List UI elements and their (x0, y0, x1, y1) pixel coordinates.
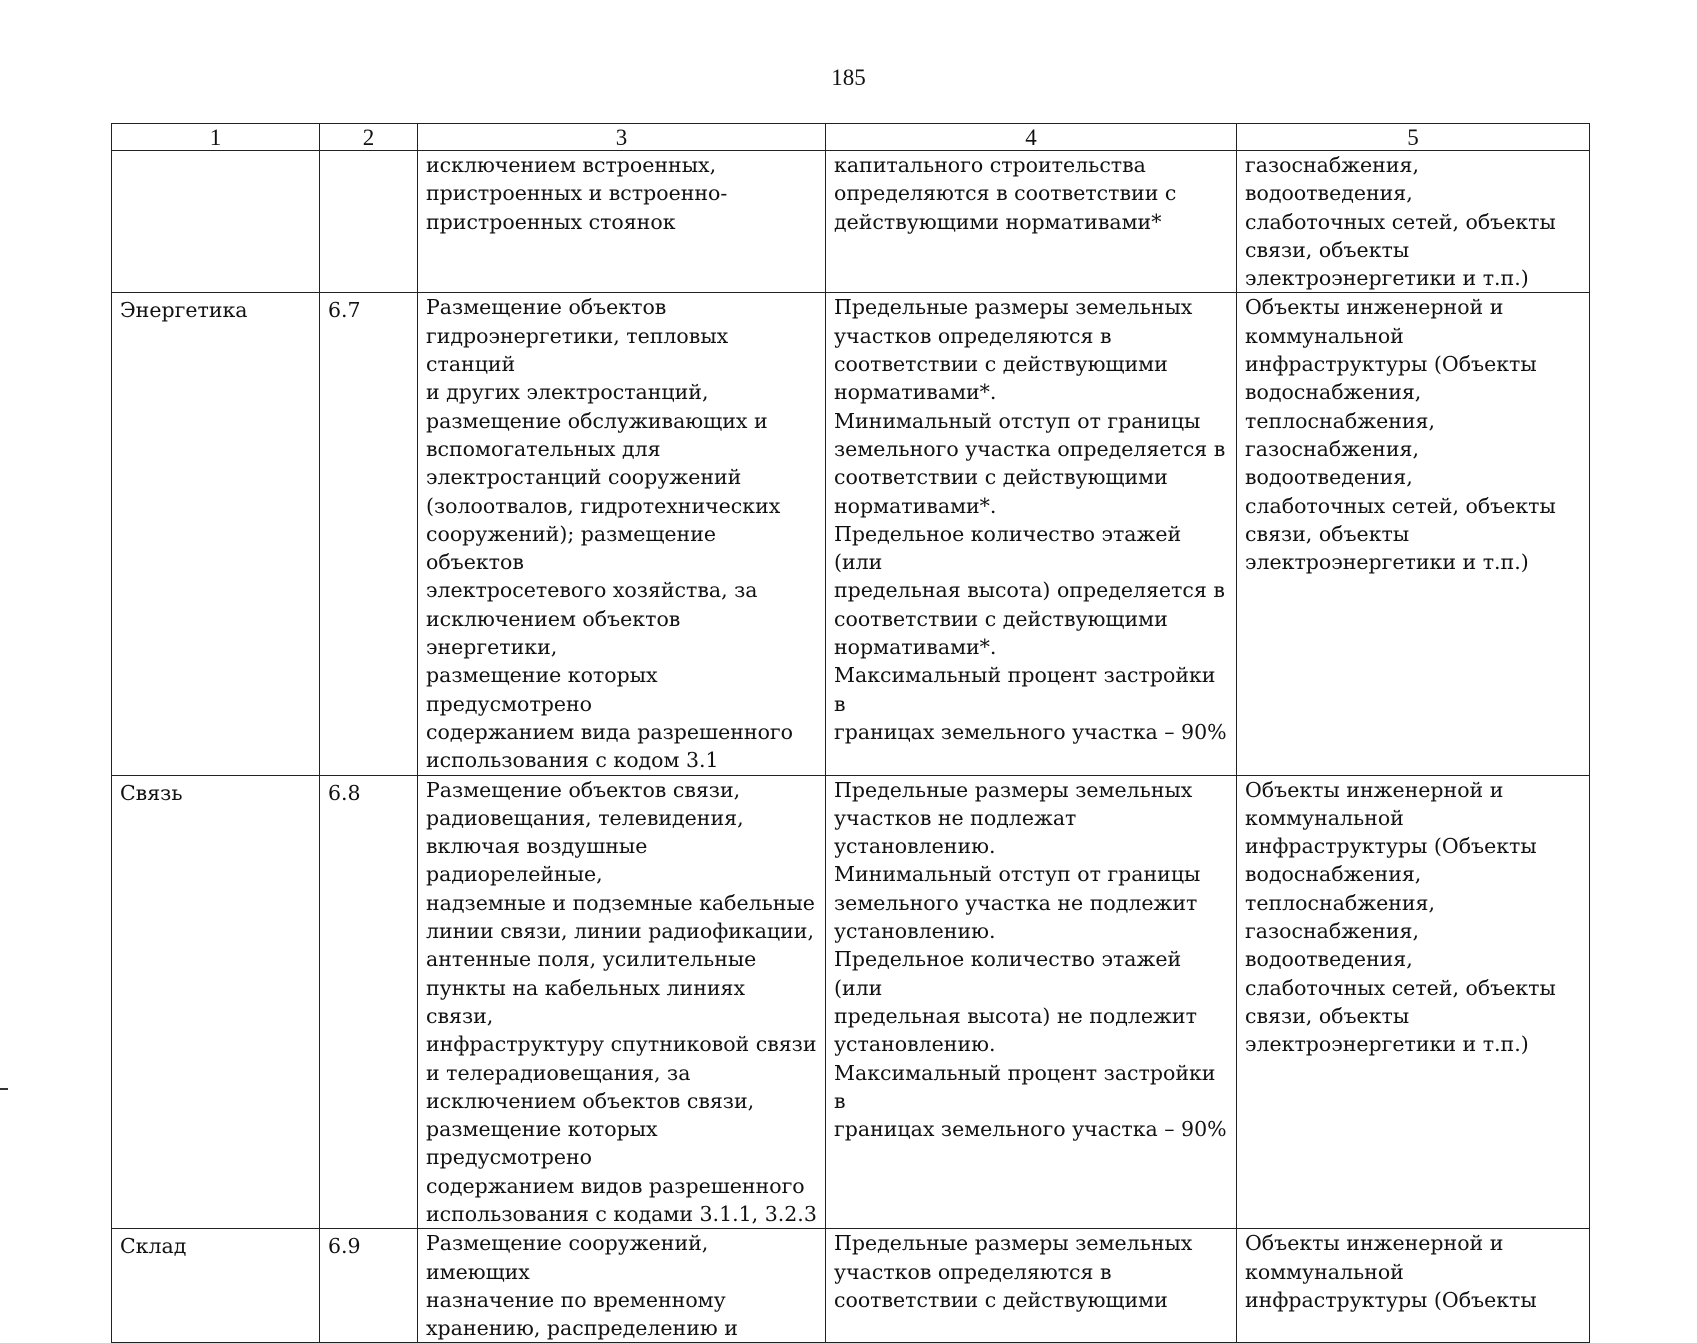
table-row (112, 775, 1590, 1229)
cell-parameters: Предельные размеры земельных участков не подлежат установлению. Минимальный отступ от границы земельного участка не подлежит установлению. Предельное количество этажей (или предельная высота) не подлежит установлению. Максимальный процент застройки в границах земельного участка – 90% (826, 775, 1237, 1229)
cell-use-description: Размещение объектов гидроэнергетики, тепловых станций и других электростанций, размещение обслуживающих и вспомогательных для электростанций сооружений (золоотвалов, гидротехнических сооружений); размещение объектов электросетевого хозяйства, за исключением объектов энергетики, размещение которых предусмотрено содержанием вида разрешенного использования с кодом 3.1 (418, 293, 826, 775)
cell-use-code: 6.7 (320, 293, 418, 775)
regulations-table (111, 123, 1590, 1343)
cell-use-name: Связь (112, 775, 320, 1229)
table-row (112, 1229, 1590, 1343)
page-number: 185 (831, 65, 866, 90)
cell-use-code (320, 151, 418, 293)
cell-infrastructure-objects: Объекты инженерной и коммунальной инфраструктуры (Объекты водоснабжения, теплоснабжения, газоснабжения, водоотведения, слаботочных сетей, объекты связи, объекты электроэнергетики и т.п.) (1237, 775, 1590, 1229)
cell-use-name: Склад (112, 1229, 320, 1343)
column-header: 1 (112, 124, 320, 151)
cell-use-code: 6.8 (320, 775, 418, 1229)
cell-use-description: исключением встроенных, пристроенных и встроенно- пристроенных стоянок (418, 151, 826, 293)
scan-edge-mark (0, 1088, 8, 1090)
table-body (112, 151, 1590, 1343)
cell-parameters: капитального строительства определяются в соответствии с действующими нормативами* (826, 151, 1237, 293)
cell-parameters: Предельные размеры земельных участков определяются в соответствии с действующими (826, 1229, 1237, 1343)
table-header (112, 124, 1590, 151)
cell-parameters: Предельные размеры земельных участков определяются в соответствии с действующими нормативами*. Минимальный отступ от границы земельного участка определяется в соответствии с действующими нормативами*. Предельное количество этажей (или предельная высота) определяется в соответствии с действующими нормативами*. Максимальный процент застройки в границах земельного участка – 90% (826, 293, 1237, 775)
cell-use-name (112, 151, 320, 293)
cell-use-code: 6.9 (320, 1229, 418, 1343)
cell-use-name: Энергетика (112, 293, 320, 775)
column-header: 3 (418, 124, 826, 151)
table-row (112, 151, 1590, 293)
header-row (112, 124, 1590, 151)
column-header: 5 (1237, 124, 1590, 151)
cell-infrastructure-objects: газоснабжения, водоотведения, слаботочных сетей, объекты связи, объекты электроэнергетики и т.п.) (1237, 151, 1590, 293)
cell-infrastructure-objects: Объекты инженерной и коммунальной инфраструктуры (Объекты (1237, 1229, 1590, 1343)
cell-use-description: Размещение сооружений, имеющих назначение по временному хранению, распределению и (418, 1229, 826, 1343)
column-header: 4 (826, 124, 1237, 151)
cell-use-description: Размещение объектов связи, радиовещания, телевидения, включая воздушные радиорелейные, надземные и подземные кабельные линии связи, линии радиофикации, антенные поля, усилительные пункты на кабельных линиях связи, инфраструктуру спутниковой связи и телерадиовещания, за исключением объектов связи, размещение которых предусмотрено содержанием видов разрешенного использования с кодами 3.1.1, 3.2.3 (418, 775, 826, 1229)
column-header: 2 (320, 124, 418, 151)
table-row (112, 293, 1590, 775)
cell-infrastructure-objects: Объекты инженерной и коммунальной инфраструктуры (Объекты водоснабжения, теплоснабжения, газоснабжения, водоотведения, слаботочных сетей, объекты связи, объекты электроэнергетики и т.п.) (1237, 293, 1590, 775)
